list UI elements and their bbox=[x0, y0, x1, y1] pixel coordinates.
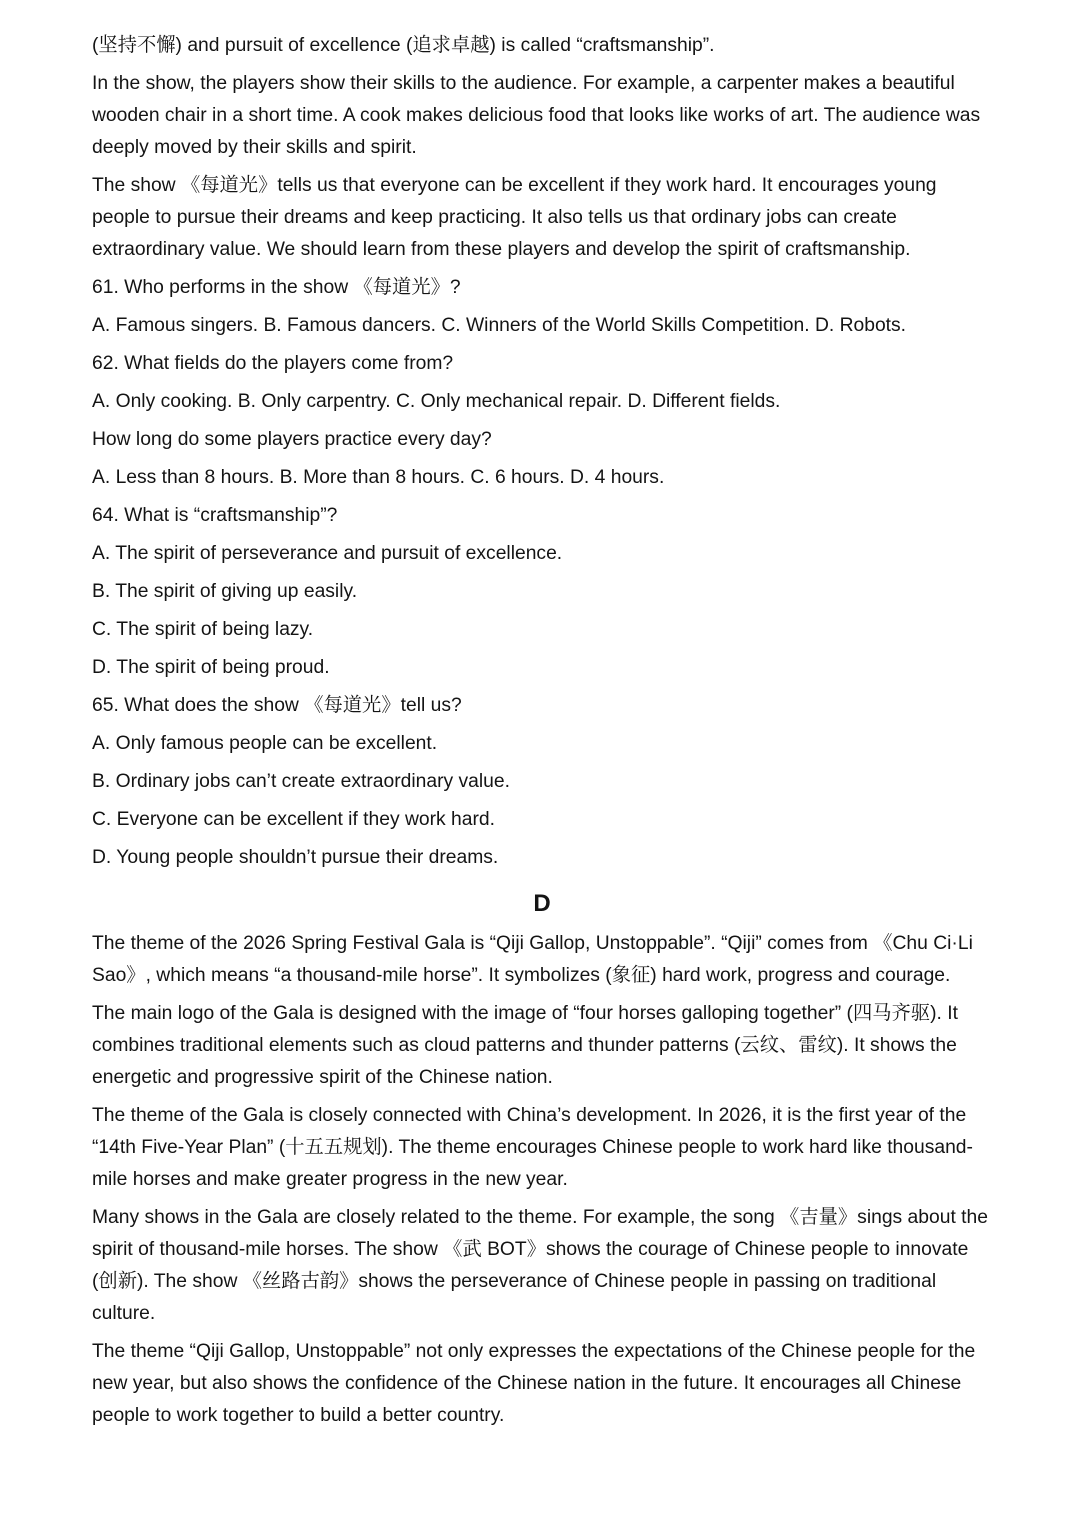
question-65-stem: 65. What does the show 《每道光》tell us? bbox=[92, 695, 462, 716]
passage-d-paragraph-2: The main logo of the Gala is designed with the image of “four horses galloping together” (四马齐驱). It combines traditional elements such as cloud patterns and thunder patterns (云纹、雷纹). It shows the energetic and progressive spirit of the Chinese nation. bbox=[92, 1003, 958, 1088]
passage-d-paragraph-1: The theme of the 2026 Spring Festival Gala is “Qiji Gallop, Unstoppable”. “Qiji” comes from 《Chu Ci·Li Sao》, which means “a thousand-mile horse”. It symbolizes (象征) hard work, progress and courage. bbox=[92, 933, 973, 986]
passage-d-paragraph-3: The theme of the Gala is closely connected with China’s development. In 2026, it is the first year of the “14th Five-Year Plan” (十五五规划). The theme encourages Chinese people to work hard like thousand-mile horses and make greater progress in the new year. bbox=[92, 1105, 973, 1190]
question-63-stem: How long do some players practice every day? bbox=[92, 429, 492, 450]
question-64-option-b: B. The spirit of giving up easily. bbox=[92, 581, 358, 602]
passage-d-paragraph-4: Many shows in the Gala are closely related to the theme. For example, the song 《吉量》sings about the spirit of thousand-mile horses. The show 《武 BOT》shows the courage of Chinese people to innovate (创新). The show 《丝路古韵》shows the perseverance of Chinese people in passing on traditional culture. bbox=[92, 1207, 988, 1324]
section-d-heading: D bbox=[533, 890, 551, 917]
passage-d-paragraph-5: The theme “Qiji Gallop, Unstoppable” not only expresses the expectations of the Chinese people for the new year, but also shows the confidence of the Chinese nation in the future. It encourages all Chinese people to work together to build a better country. bbox=[92, 1341, 976, 1426]
question-65-option-d: D. Young people shouldn’t pursue their dreams. bbox=[92, 847, 499, 868]
document-page bbox=[92, 30, 992, 1438]
question-65-option-c: C. Everyone can be excellent if they work hard. bbox=[92, 809, 495, 830]
question-62-options: A. Only cooking. B. Only carpentry. C. Only mechanical repair. D. Different fields. bbox=[92, 391, 781, 412]
passage-c-paragraph-3: The show 《每道光》tells us that everyone can be excellent if they work hard. It encourages young people to pursue their dreams and keep practicing. It also tells us that ordinary jobs can create extraordinary value. We should learn from these players and develop the spirit of craftsmanship. bbox=[92, 175, 937, 260]
question-64-stem: 64. What is “craftsmanship”? bbox=[92, 505, 338, 526]
passage-c-paragraph-2: In the show, the players show their skills to the audience. For example, a carpenter makes a beautiful wooden chair in a short time. A cook makes delicious food that looks like works of art. The audience was deeply moved by their skills and spirit. bbox=[92, 73, 981, 158]
question-64-option-d: D. The spirit of being proud. bbox=[92, 657, 330, 678]
question-64-option-c: C. The spirit of being lazy. bbox=[92, 619, 314, 640]
question-61-options: A. Famous singers. B. Famous dancers. C. Winners of the World Skills Competition. D. Robots. bbox=[92, 315, 907, 336]
passage-c-paragraph-1-tail: (坚持不懈) and pursuit of excellence (追求卓越) is called “craftsmanship”. bbox=[92, 35, 715, 56]
question-62-stem: 62. What fields do the players come from? bbox=[92, 353, 454, 374]
question-65-option-a: A. Only famous people can be excellent. bbox=[92, 733, 438, 754]
question-64-option-a: A. The spirit of perseverance and pursuit of excellence. bbox=[92, 543, 563, 564]
question-63-options: A. Less than 8 hours. B. More than 8 hours. C. 6 hours. D. 4 hours. bbox=[92, 467, 665, 488]
question-65-option-b: B. Ordinary jobs can’t create extraordinary value. bbox=[92, 771, 510, 792]
question-61-stem: 61. Who performs in the show 《每道光》? bbox=[92, 277, 461, 298]
